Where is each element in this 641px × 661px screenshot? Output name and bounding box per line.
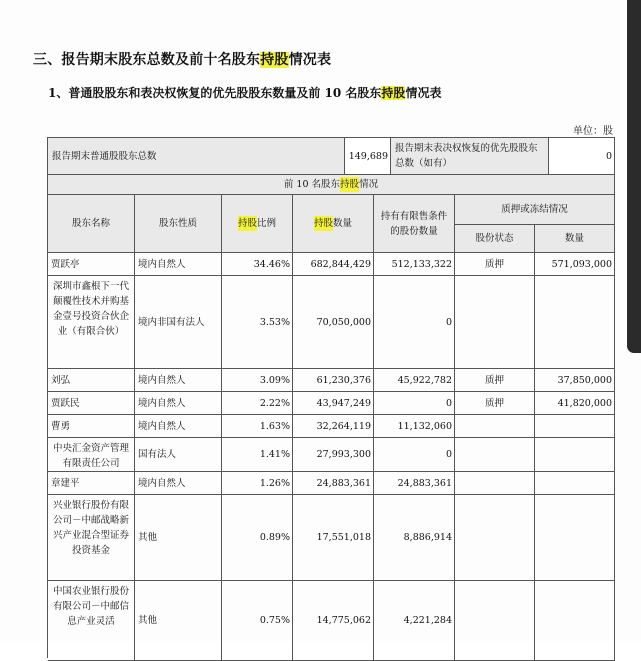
table-cell-ratio: 1.41% <box>222 438 293 472</box>
table-cell-status <box>455 581 535 661</box>
table-cell-nature: 境内自然人 <box>135 369 222 392</box>
col-header-pledge: 质押或冻结情况 <box>455 195 615 225</box>
table-cell-pledge-qty: 571,093,000 <box>535 253 615 276</box>
table-cell-restricted: 11,132,060 <box>374 415 455 438</box>
table-cell-ratio: 3.53% <box>222 276 293 369</box>
top10-header-highlight: 持股 <box>340 179 360 190</box>
col-header-pledge-qty: 数量 <box>535 225 615 253</box>
table-cell-pledge-qty: 37,850,000 <box>535 369 615 392</box>
top10-header-text: 前 10 名股东 <box>283 179 341 190</box>
table-cell-status <box>455 438 535 472</box>
table-cell-nature: 国有法人 <box>135 438 222 472</box>
col-header-quantity <box>293 195 374 253</box>
table-cell-restricted: 0 <box>374 392 455 415</box>
table-cell-status: 质押 <box>455 369 535 392</box>
table-cell-status <box>455 415 535 438</box>
pref-holders-value: 0 <box>549 138 615 175</box>
table-cell-nature: 境内自然人 <box>135 392 222 415</box>
table-cell-ratio: 0.89% <box>222 495 293 581</box>
table-cell-pledge-qty <box>535 438 615 472</box>
section-title-highlight: 持股 <box>260 52 289 68</box>
top10-header-suffix: 情况 <box>359 179 379 190</box>
table-cell-name: 贾跃民 <box>48 392 135 415</box>
table-cell-qty: 682,844,429 <box>293 253 374 276</box>
table-cell-name: 章建平 <box>48 472 135 495</box>
table-cell-qty: 43,947,249 <box>293 392 374 415</box>
table-cell-pledge-qty: 41,820,000 <box>535 392 615 415</box>
table-cell-name: 曹勇 <box>48 415 135 438</box>
section-title <box>33 49 331 69</box>
table-cell-ratio: 1.26% <box>222 472 293 495</box>
table-cell-name: 中央汇金资产管理有限责任公司 <box>48 438 135 472</box>
table-cell-qty: 27,993,300 <box>293 438 374 472</box>
shareholder-table <box>47 137 615 658</box>
table-cell-qty: 61,230,376 <box>293 369 374 392</box>
table-cell-restricted: 45,922,782 <box>374 369 455 392</box>
table-cell-qty: 70,050,000 <box>293 276 374 369</box>
table-cell-pledge-qty <box>535 495 615 581</box>
table-cell-restricted: 4,221,284 <box>374 581 455 661</box>
table-cell-nature: 其他 <box>135 495 222 581</box>
table-cell-ratio: 2.22% <box>222 392 293 415</box>
subsection-title-text: 1、普通股股东和表决权恢复的优先股股东数量及前 10 名股东 <box>48 86 382 100</box>
table-cell-status: 质押 <box>455 392 535 415</box>
section-title-suffix: 情况表 <box>288 52 332 68</box>
table-cell-status: 质押 <box>455 253 535 276</box>
col-header-restricted: 持有有限售条件的股份数量 <box>374 195 455 253</box>
scrollbar[interactable] <box>627 0 641 353</box>
table-cell-status <box>455 495 535 581</box>
table-cell-nature: 境内非国有法人 <box>135 276 222 369</box>
table-cell-status <box>455 276 535 369</box>
subsection-title <box>48 84 441 101</box>
col-header-ratio <box>222 195 293 253</box>
col-header-quantity-highlight: 持股 <box>313 218 333 229</box>
col-header-ratio-highlight: 持股 <box>237 218 257 229</box>
table-cell-qty: 17,551,018 <box>293 495 374 581</box>
col-header-ratio-text: 比例 <box>257 218 277 229</box>
table-cell-nature: 境内自然人 <box>135 472 222 495</box>
table-cell-ratio: 1.63% <box>222 415 293 438</box>
table-cell-ratio: 34.46% <box>222 253 293 276</box>
table-cell-restricted: 512,133,322 <box>374 253 455 276</box>
table-cell-qty: 24,883,361 <box>293 472 374 495</box>
table-cell-name: 刘弘 <box>48 369 135 392</box>
table-cell-nature: 境内自然人 <box>135 253 222 276</box>
table-cell-name: 贾跃亭 <box>48 253 135 276</box>
table-cell-nature: 境内自然人 <box>135 415 222 438</box>
unit-label: 单位：股 <box>573 126 613 137</box>
col-header-pledge-status: 股份状态 <box>455 225 535 253</box>
table-cell-name: 兴业银行股份有限公司－中邮战略新兴产业混合型证券投资基金 <box>48 495 135 581</box>
pref-holders-label: 报告期末表决权恢复的优先股股东总数（如有） <box>391 138 549 175</box>
top10-section-header <box>48 175 615 195</box>
table-cell-ratio: 3.09% <box>222 369 293 392</box>
subsection-title-highlight: 持股 <box>381 86 406 100</box>
common-holders-label: 报告期末普通股股东总数 <box>48 138 345 175</box>
table-cell-restricted: 24,883,361 <box>374 472 455 495</box>
section-title-text: 三、报告期末股东总数及前十名股东 <box>33 52 261 68</box>
table-cell-restricted: 8,886,914 <box>374 495 455 581</box>
table-cell-pledge-qty <box>535 415 615 438</box>
col-header-name: 股东名称 <box>48 195 135 253</box>
table-cell-qty: 14,775,062 <box>293 581 374 661</box>
subsection-title-suffix: 情况表 <box>405 86 442 100</box>
col-header-quantity-text: 数量 <box>333 218 353 229</box>
table-cell-status <box>455 472 535 495</box>
table-cell-name: 深圳市鑫根下一代颠覆性技术并购基金壹号投资合伙企业（有限合伙） <box>48 276 135 369</box>
table-cell-qty: 32,264,119 <box>293 415 374 438</box>
table-cell-ratio: 0.75% <box>222 581 293 661</box>
table-cell-restricted: 0 <box>374 276 455 369</box>
table-cell-pledge-qty <box>535 276 615 369</box>
common-holders-value: 149,689 <box>345 138 391 175</box>
table-cell-pledge-qty <box>535 472 615 495</box>
col-header-nature: 股东性质 <box>135 195 222 253</box>
table-cell-name: 中国农业银行股份有限公司－中邮信息产业灵活 <box>48 581 135 661</box>
table-cell-nature: 其他 <box>135 581 222 661</box>
table-cell-restricted: 0 <box>374 438 455 472</box>
table-cell-pledge-qty <box>535 581 615 661</box>
